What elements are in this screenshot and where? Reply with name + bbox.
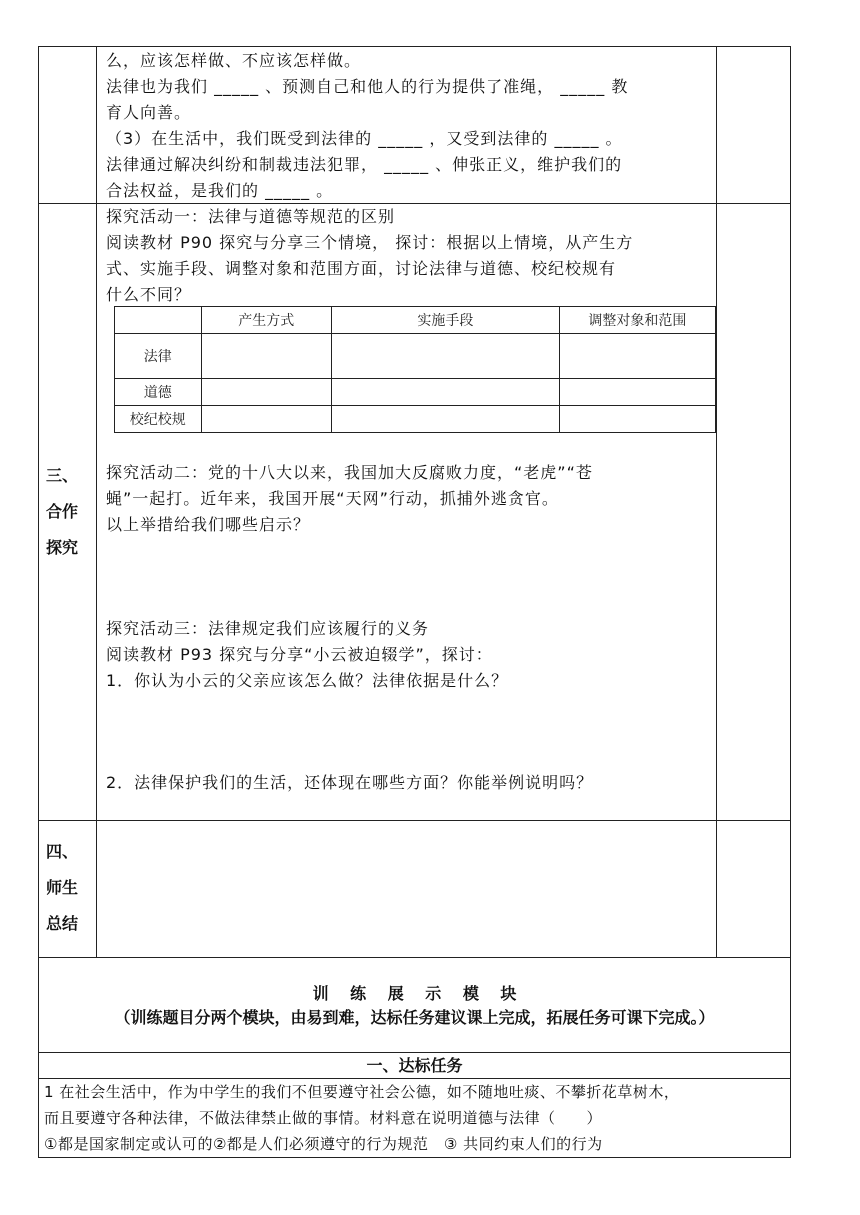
section2-line-5: 法律通过解决纠纷和制裁违法犯罪， _____ 、伸张正义，维护我们的 <box>106 155 623 174</box>
table-row <box>115 379 716 406</box>
table-cell[interactable] <box>201 406 331 433</box>
table-row-label: 道德 <box>115 379 202 406</box>
table-cell[interactable] <box>201 379 331 406</box>
table-row <box>115 406 716 433</box>
col-divider-2 <box>716 46 717 958</box>
row-divider-top <box>38 46 791 47</box>
section3-label-line-3: 探究 <box>46 538 79 557</box>
activity2-line-2: 蝇”一起打。近年来，我国开展“天网”行动，抓捕外逃贪官。 <box>106 489 559 508</box>
activity3-intro: 阅读教材 P93 探究与分享“小云被迫辍学”，探讨： <box>106 645 493 664</box>
section3-label <box>46 458 96 566</box>
row-divider-3 <box>38 957 791 958</box>
table-row-label: 校纪校规 <box>115 406 202 433</box>
training-title: 训 练 展 示 模 块 <box>312 984 517 1003</box>
section2-line-1: 么，应该怎样做、不应该怎样做。 <box>106 51 362 70</box>
section4-label <box>46 834 96 942</box>
comparison-table <box>114 306 716 433</box>
section3-label-line-2: 合作 <box>46 502 79 521</box>
table-header-cell: 调整对象和范围 <box>559 307 715 334</box>
section4-label-line-2: 师生 <box>46 878 79 897</box>
activity1-line-2: 式、实施手段、调整对象和范围方面，讨论法律与道德、校纪校规有 <box>106 259 617 278</box>
table-row-label: 法律 <box>115 334 202 379</box>
row-divider-bottom <box>38 1157 791 1158</box>
activity1-title: 探究活动一：法律与道德等规范的区别 <box>106 207 396 226</box>
section3-label-line-1: 三、 <box>46 466 79 485</box>
table-cell[interactable] <box>559 406 715 433</box>
table-row <box>115 334 716 379</box>
section2-line-6: 合法权益，是我们的 _____ 。 <box>106 181 334 200</box>
activity2-line-1: 探究活动二：党的十八大以来，我国加大反腐败力度，“老虎”“苍 <box>106 463 593 482</box>
section2-line-3: 育人向善。 <box>106 103 192 122</box>
activity3-question-1: 1．你认为小云的父亲应该怎么做？法律依据是什么？ <box>106 671 509 690</box>
table-header-cell <box>115 307 202 334</box>
row-divider-2 <box>38 820 791 821</box>
table-header-cell: 产生方式 <box>201 307 331 334</box>
question-1-line-1: 1 在社会生活中，作为中学生的我们不但要遵守社会公德，如不随地吐痰、不攀折花草树木， <box>44 1083 680 1101</box>
col-divider-1 <box>96 46 97 958</box>
activity3-title: 探究活动三：法律规定我们应该履行的义务 <box>106 619 430 638</box>
activity3-question-2: 2．法律保护我们的生活，还体现在哪些方面？你能举例说明吗？ <box>106 773 594 792</box>
table-header-cell: 实施手段 <box>331 307 559 334</box>
activity1-line-1: 阅读教材 P90 探究与分享三个情境， 探讨：根据以上情境，从产生方 <box>106 233 634 252</box>
table-cell[interactable] <box>201 334 331 379</box>
table-cell[interactable] <box>559 334 715 379</box>
question-1-line-2: 而且要遵守各种法律，不做法律禁止做的事情。材料意在说明道德与法律（ ） <box>44 1109 603 1127</box>
task-header: 一、达标任务 <box>366 1056 463 1075</box>
table-header-row <box>115 307 716 334</box>
section4-label-line-3: 总结 <box>46 914 79 933</box>
activity1-line-3: 什么不同？ <box>106 285 192 304</box>
table-cell[interactable] <box>331 379 559 406</box>
activity2-line-3: 以上举措给我们哪些启示？ <box>106 515 311 534</box>
section2-line-4: （3）在生活中，我们既受到法律的 _____ ，又受到法律的 _____ 。 <box>106 129 623 148</box>
training-subtitle: （训练题目分两个模块，由易到难，达标任务建议课上完成，拓展任务可课下完成。） <box>114 1008 715 1027</box>
question-1-line-3: ①都是国家制定或认可的②都是人们必须遵守的行为规范 ③ 共同约束人们的行为 <box>44 1135 603 1153</box>
table-cell[interactable] <box>331 334 559 379</box>
section4-label-line-1: 四、 <box>46 842 79 861</box>
table-cell[interactable] <box>559 379 715 406</box>
section2-line-2: 法律也为我们 _____ 、预测自己和他人的行为提供了准绳， _____ 教 <box>106 77 629 96</box>
table-cell[interactable] <box>331 406 559 433</box>
